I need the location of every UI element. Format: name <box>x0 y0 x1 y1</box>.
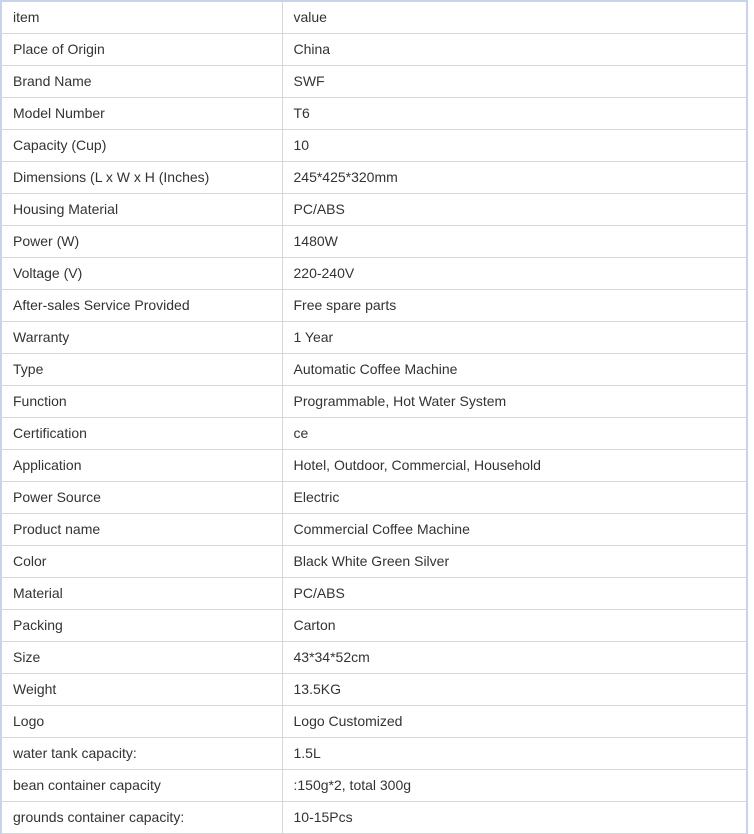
spec-value-cell: 43*34*52cm <box>282 642 746 674</box>
spec-key-cell: water tank capacity: <box>2 738 282 770</box>
spec-value-cell: 220-240V <box>282 258 746 290</box>
spec-key-cell: Capacity (Cup) <box>2 130 282 162</box>
spec-key-cell: Packing <box>2 610 282 642</box>
table-row <box>2 450 746 482</box>
spec-key-cell: bean container capacity <box>2 770 282 802</box>
table-row <box>2 482 746 514</box>
spec-value-cell: PC/ABS <box>282 194 746 226</box>
table-row <box>2 98 746 130</box>
spec-key-cell: Size <box>2 642 282 674</box>
table-row <box>2 418 746 450</box>
spec-value-cell: SWF <box>282 66 746 98</box>
table-row <box>2 610 746 642</box>
spec-key-cell: Color <box>2 546 282 578</box>
spec-value-cell: 1.5L <box>282 738 746 770</box>
spec-value-cell: PC/ABS <box>282 578 746 610</box>
product-spec-table <box>2 2 746 834</box>
table-row <box>2 386 746 418</box>
spec-value-cell: :150g*2, total 300g <box>282 770 746 802</box>
spec-key-cell: Brand Name <box>2 66 282 98</box>
spec-key-cell: Certification <box>2 418 282 450</box>
spec-key-cell: Weight <box>2 674 282 706</box>
spec-key-cell: Model Number <box>2 98 282 130</box>
header-value-cell: value <box>282 2 746 34</box>
spec-key-cell: Voltage (V) <box>2 258 282 290</box>
spec-key-cell: Housing Material <box>2 194 282 226</box>
table-row <box>2 802 746 834</box>
table-row <box>2 66 746 98</box>
table-row <box>2 162 746 194</box>
spec-key-cell: Place of Origin <box>2 34 282 66</box>
spec-value-cell: Carton <box>282 610 746 642</box>
spec-value-cell: T6 <box>282 98 746 130</box>
spec-value-cell: 10-15Pcs <box>282 802 746 834</box>
spec-key-cell: After-sales Service Provided <box>2 290 282 322</box>
spec-table-body <box>2 2 746 834</box>
spec-value-cell: Electric <box>282 482 746 514</box>
table-row <box>2 514 746 546</box>
spec-key-cell: Type <box>2 354 282 386</box>
table-row <box>2 194 746 226</box>
spec-value-cell: 245*425*320mm <box>282 162 746 194</box>
table-row <box>2 322 746 354</box>
table-row <box>2 738 746 770</box>
table-header-row <box>2 2 746 34</box>
spec-value-cell: Hotel, Outdoor, Commercial, Household <box>282 450 746 482</box>
table-row <box>2 770 746 802</box>
spec-value-cell: Black White Green Silver <box>282 546 746 578</box>
table-row <box>2 674 746 706</box>
spec-key-cell: Product name <box>2 514 282 546</box>
spec-key-cell: Power Source <box>2 482 282 514</box>
table-row <box>2 706 746 738</box>
spec-key-cell: Material <box>2 578 282 610</box>
spec-value-cell: 1 Year <box>282 322 746 354</box>
table-row <box>2 258 746 290</box>
spec-value-cell: 1480W <box>282 226 746 258</box>
spec-key-cell: Function <box>2 386 282 418</box>
table-row <box>2 290 746 322</box>
spec-value-cell: Logo Customized <box>282 706 746 738</box>
table-row <box>2 354 746 386</box>
spec-value-cell: 10 <box>282 130 746 162</box>
table-row <box>2 226 746 258</box>
spec-value-cell: ce <box>282 418 746 450</box>
table-row <box>2 130 746 162</box>
spec-value-cell: China <box>282 34 746 66</box>
table-row <box>2 642 746 674</box>
spec-value-cell: Automatic Coffee Machine <box>282 354 746 386</box>
table-row <box>2 578 746 610</box>
spec-key-cell: grounds container capacity: <box>2 802 282 834</box>
spec-key-cell: Warranty <box>2 322 282 354</box>
table-row <box>2 34 746 66</box>
spec-key-cell: Application <box>2 450 282 482</box>
spec-key-cell: Power (W) <box>2 226 282 258</box>
header-item-cell: item <box>2 2 282 34</box>
spec-value-cell: Free spare parts <box>282 290 746 322</box>
table-row <box>2 546 746 578</box>
spec-value-cell: 13.5KG <box>282 674 746 706</box>
spec-key-cell: Dimensions (L x W x H (Inches) <box>2 162 282 194</box>
spec-key-cell: Logo <box>2 706 282 738</box>
spec-value-cell: Commercial Coffee Machine <box>282 514 746 546</box>
spec-value-cell: Programmable, Hot Water System <box>282 386 746 418</box>
